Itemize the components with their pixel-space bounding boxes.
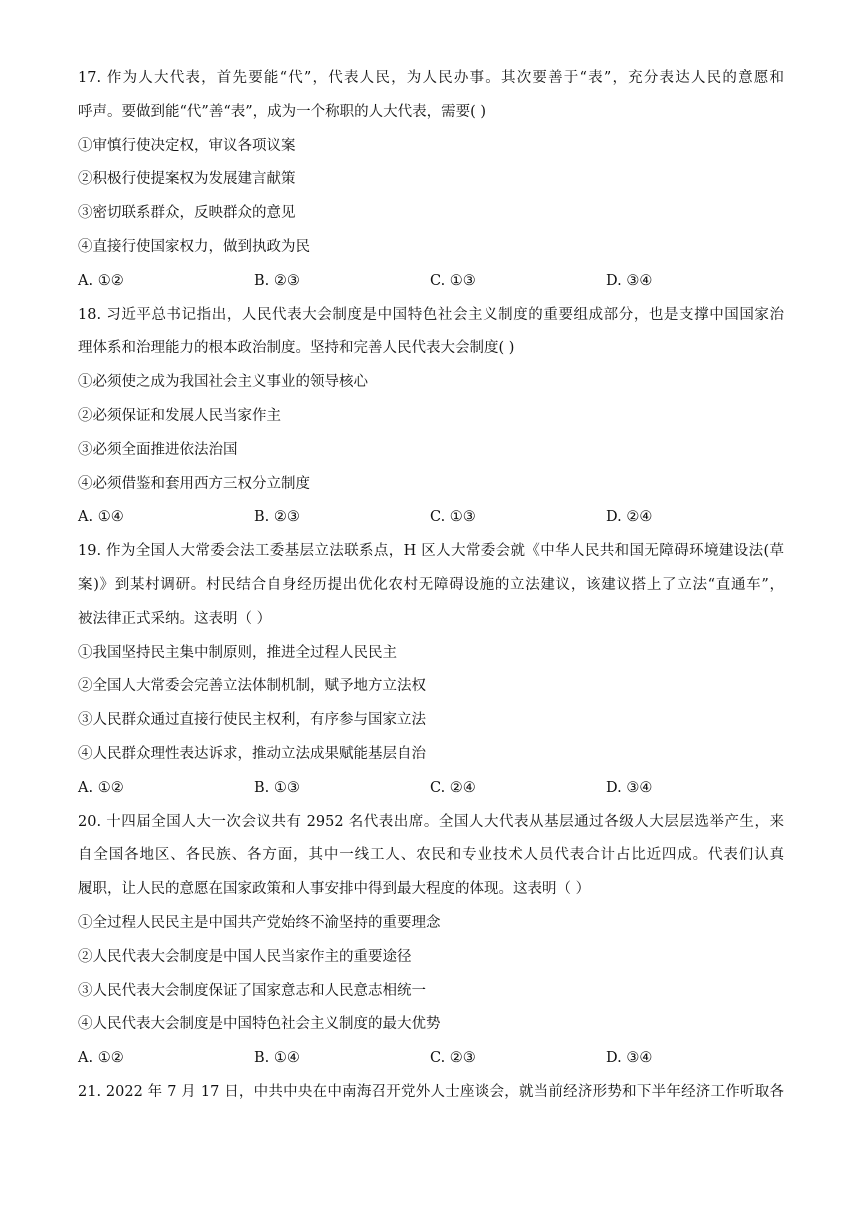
option-d[interactable]: D. ③④: [606, 1050, 653, 1067]
statement-item: ③人民代表大会制度保证了国家意志和人民意志相统一: [78, 982, 426, 999]
question-stem: 自全国各地区、各民族、各方面，其中一线工人、农民和专业技术人员代表合计占比近四成。代表们认真: [78, 847, 784, 864]
option-d[interactable]: D. ②④: [606, 509, 653, 526]
option-c[interactable]: C. ①③: [430, 509, 476, 526]
question-stem: 呼声。要做到能“代”善“表”，成为一个称职的人大代表，需要( ): [78, 103, 487, 120]
answer-options: [78, 501, 784, 535]
question-19: [78, 535, 784, 805]
exam-page: [78, 62, 784, 1110]
statement-item: ①全过程人民民主是中国共产党始终不渝坚持的重要理念: [78, 914, 441, 931]
option-b[interactable]: B. ②③: [254, 509, 300, 526]
question-21: [78, 1076, 784, 1110]
statement-item: ③必须全面推进依法治国: [78, 441, 238, 458]
option-b[interactable]: B. ①③: [254, 779, 300, 796]
question-stem: 案)》到某村调研。村民结合自身经历提出优化农村无障碍设施的立法建议，该建议搭上了立法“直通车”，: [78, 576, 784, 593]
question-stem: 19. 作为全国人大常委会法工委基层立法联系点，H 区人大常委会就《中华人民共和国无障碍环境建设法(草: [78, 543, 784, 560]
statement-item: ②全国人大常委会完善立法体制机制，赋予地方立法权: [78, 678, 426, 695]
question-stem: 18. 习近平总书记指出，人民代表大会制度是中国特色社会主义制度的重要组成部分，也是支撑中国国家治: [78, 306, 784, 323]
option-b[interactable]: B. ②③: [254, 272, 300, 289]
option-b[interactable]: B. ①④: [254, 1050, 300, 1067]
statement-item: ①必须使之成为我国社会主义事业的领导核心: [78, 374, 368, 391]
question-stem: 履职，让人民的意愿在国家政策和人事安排中得到最大程度的体现。这表明（ ）: [78, 881, 591, 898]
statement-item: ③密切联系群众，反映群众的意见: [78, 205, 296, 222]
answer-options: [78, 265, 784, 299]
statement-item: ④必须借鉴和套用西方三权分立制度: [78, 475, 310, 492]
option-a[interactable]: A. ①②: [78, 779, 124, 796]
answer-options: [78, 1042, 784, 1076]
statement-item: ④直接行使国家权力，做到执政为民: [78, 238, 310, 255]
question-17: [78, 62, 784, 299]
option-a[interactable]: A. ①②: [78, 272, 124, 289]
statement-item: ①我国坚持民主集中制原则，推进全过程人民民主: [78, 644, 397, 661]
answer-options: [78, 772, 784, 806]
statement-item: ④人民群众理性表达诉求，推动立法成果赋能基层自治: [78, 745, 426, 762]
option-a[interactable]: A. ①②: [78, 1050, 124, 1067]
question-20: [78, 806, 784, 1076]
question-stem: 20. 十四届全国人大一次会议共有 2952 名代表出席。全国人大代表从基层通过各级人大层层选举产生，来: [78, 813, 784, 830]
statement-item: ③人民群众通过直接行使民主权利，有序参与国家立法: [78, 712, 426, 729]
question-18: [78, 299, 784, 536]
statement-item: ②必须保证和发展人民当家作主: [78, 407, 281, 424]
option-c[interactable]: C. ②④: [430, 779, 476, 796]
question-stem: 21. 2022 年 7 月 17 日，中共中央在中南海召开党外人士座谈会，就当前经济形势和下半年经济工作听取各: [78, 1083, 784, 1100]
statement-item: ②积极行使提案权为发展建言献策: [78, 171, 296, 188]
statement-item: ①审慎行使决定权，审议各项议案: [78, 137, 296, 154]
option-a[interactable]: A. ①④: [78, 509, 124, 526]
question-stem: 被法律正式采纳。这表明（ ）: [78, 610, 272, 627]
option-c[interactable]: C. ①③: [430, 272, 476, 289]
option-d[interactable]: D. ③④: [606, 779, 653, 796]
question-stem: 理体系和治理能力的根本政治制度。坚持和完善人民代表大会制度( ): [78, 340, 515, 357]
option-c[interactable]: C. ②③: [430, 1050, 476, 1067]
question-stem: 17. 作为人大代表，首先要能“代”，代表人民，为人民办事。其次要善于“表”，充分表达人民的意愿和: [78, 70, 784, 86]
statement-item: ④人民代表大会制度是中国特色社会主义制度的最大优势: [78, 1016, 441, 1033]
statement-item: ②人民代表大会制度是中国人民当家作主的重要途径: [78, 948, 412, 965]
option-d[interactable]: D. ③④: [606, 272, 653, 289]
